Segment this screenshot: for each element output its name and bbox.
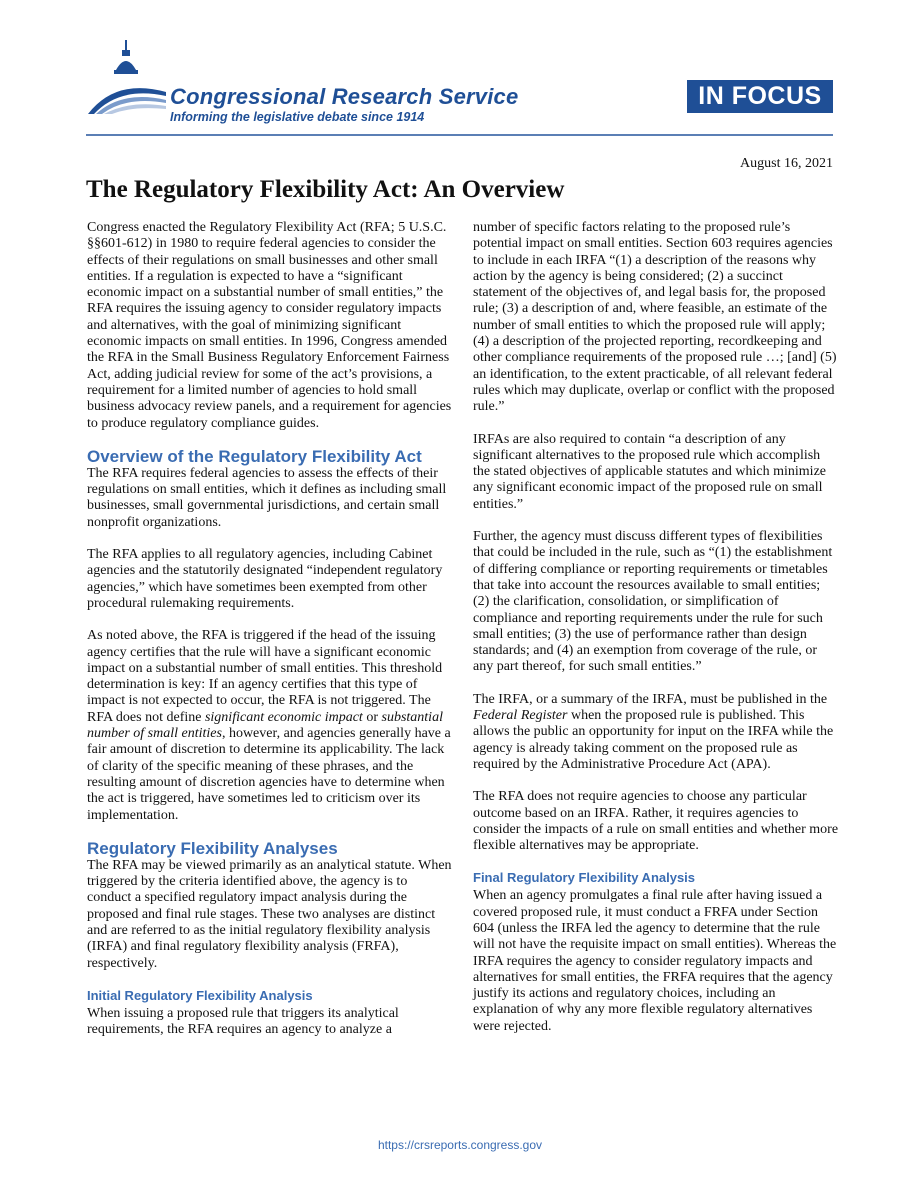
analyses-paragraph: The RFA may be viewed primarily as an analytical statute. When triggered by the criteria identified above, the agency is to conduct a specified regulatory impact analysis during the proposed and final rule stages. These two analyses are distinct and are referred to as the initial regulatory flexibility analysis (IRFA) and final regulatory flexibility analysis (FRFA), respectively. xyxy=(87,857,452,971)
text-segment: As noted above, the RFA is triggered if the head of the issuing agency certifies that the rule will have a significant economic impact on a substantial number of small entities. This threshold determination is key: If an agency certifies that this type of impact is not expected to occur, the RFA is not triggered. The RFA does not define xyxy=(87,628,443,725)
irfa-publication-paragraph xyxy=(473,692,839,773)
defined-term: substantial number of small entities xyxy=(87,709,443,742)
org-tagline: Informing the legislative debate since 1914 xyxy=(170,110,425,124)
heading-regulatory-flexibility-analyses: Regulatory Flexibility Analyses xyxy=(87,838,338,858)
in-focus-badge: IN FOCUS xyxy=(687,80,833,113)
header-divider xyxy=(86,134,833,136)
capitol-dome-logo-icon xyxy=(86,40,166,120)
left-column xyxy=(87,220,453,1054)
text-segment: , however, and agencies generally have a fair amount of discretion to determine its applicability. The lack of clarity of the specific meaning of these phrases, and the resulting amount of discretion agencies have to determine when the act is triggered, have sometimes led to criticism over its implementation. xyxy=(87,726,451,823)
overview-paragraph-2: The RFA applies to all regulatory agencies, including Cabinet agencies and the statutorily designated “independent regulatory agencies,” which have sometimes been exempted from other procedural rulemaking requirements. xyxy=(87,547,443,611)
text-segment: when the proposed rule is published. This allows the public an opportunity for input on the IRFA while the agency is already taking comment on the proposed rule as required by the Administrative Procedure Act (APA). xyxy=(473,708,834,772)
heading-overview: Overview of the Regulatory Flexibility Act xyxy=(87,446,422,466)
irfa-paragraph-start: When issuing a proposed rule that triggers its analytical requirements, the RFA requires an agency to analyze a xyxy=(87,1005,399,1038)
irfa-outcome-paragraph: The RFA does not require agencies to choose any particular outcome based on an IRFA. Rather, it requires agencies to consider the impacts of a rule on small entities and whether more flexible alternatives may be appropriate. xyxy=(473,789,839,854)
page-title: The Regulatory Flexibility Act: An Overview xyxy=(86,176,565,203)
subheading-irfa: Initial Regulatory Flexibility Analysis xyxy=(87,987,313,1003)
footer-url-link[interactable]: https://crsreports.congress.gov xyxy=(377,1138,543,1152)
irfa-paragraph-continued: number of specific factors relating to the proposed rule’s potential impact on small entities. Section 603 requires agencies to include in each IRFA “(1) a description of the reasons why action by the agency is being considered; (2) a succinct statement of the objectives of, and legal basis for, the proposed rule; (3) a description of and, where feasible, an estimate of the number of small entities to which the proposed rule will apply; (4) a description of the projected reporting, recordkeeping and other compliance requirements of the proposed rule …; [and] (5) an identification, to the extent practicable, of all relevant federal rules which may duplicate, overlap or conflict with the proposed rule.” xyxy=(473,220,837,415)
irfa-flexibilities-paragraph: Further, the agency must discuss different types of flexibilities that could be included in the rule, such as “(1) the establishment of differing compliance or reporting requirements or timetables that take into account the resources available to small entities; (2) the clarification, consolidation, or simplification of compliance and reporting requirements under the rule for such small entities; (3) the use of performance rather than design standards; and (4) an exemption from coverage of the rule, or any part thereof, for such small entities.” xyxy=(473,529,833,675)
frfa-paragraph: When an agency promulgates a final rule after having issued a covered proposed rule, it must conduct a FRFA under Section 604 (unless the IRFA led the agency to determine that the rule will not have the requisite impact on small entities). Whereas the IRFA requires the agency to consider regulatory impacts and alternatives for small entities, the FRFA requires that the agency justify its actions and regulatory choices, including an explanation of why any more flexible regulatory alternatives were rejected. xyxy=(473,888,837,1034)
text-segment: or xyxy=(362,709,382,725)
irfa-alternatives-paragraph: IRFAs are also required to contain “a description of any significant alternatives to the proposed rule which accomplish the stated objectives of applicable statutes and which minimize any significant economic impact of the proposed rule on small entities.” xyxy=(473,431,827,512)
right-column xyxy=(473,220,839,1051)
overview-paragraph-3 xyxy=(87,628,453,824)
overview-paragraph-1: The RFA requires federal agencies to assess the effects of their regulations on small entities, which it defines as including small businesses, small governmental jurisdictions, and certain small nonprofit organizations. xyxy=(87,465,447,530)
publication-date: August 16, 2021 xyxy=(740,156,833,171)
text-segment: The IRFA, or a summary of the IRFA, must be published in the xyxy=(473,691,828,707)
intro-paragraph: Congress enacted the Regulatory Flexibility Act (RFA; 5 U.S.C. §§601-612) in 1980 to require federal agencies to consider the effects of their regulations on small businesses and other small entities. If a regulation is expected to have a “significant economic impact on a substantial number of small entities,” the RFA requires the issuing agency to consider regulatory impacts and alternatives, with the goal of minimizing significant economic impacts on small entities. In 1996, Congress amended the RFA in the Small Business Regulatory Enforcement Fairness Act, adding judicial review for some of the act’s provisions, a requirement for a limited number of agencies to hold small business advocacy review panels, and a requirement for agencies to produce regulatory compliance guides. xyxy=(87,220,452,431)
org-name: Congressional Research Service xyxy=(170,84,519,109)
defined-term: significant economic impact xyxy=(204,709,363,725)
publication-name: Federal Register xyxy=(473,708,568,724)
page-header xyxy=(0,0,920,140)
subheading-frfa: Final Regulatory Flexibility Analysis xyxy=(473,870,696,886)
